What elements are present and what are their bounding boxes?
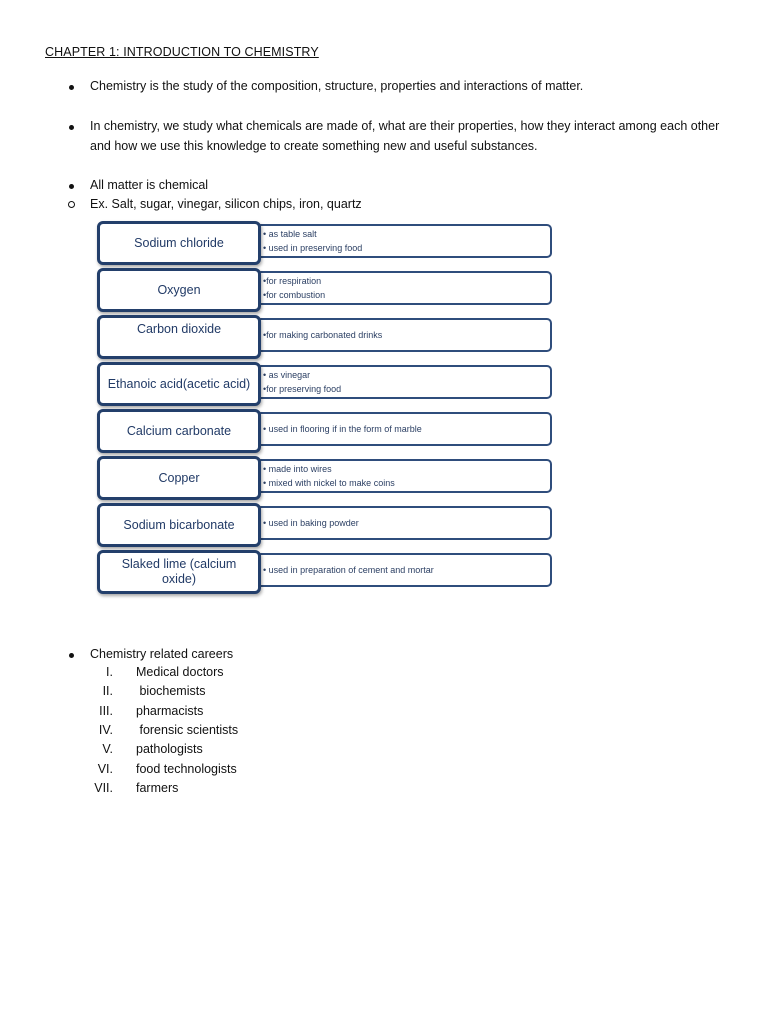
career-number: II. — [102, 684, 113, 698]
career-name: pathologists — [136, 742, 203, 756]
chemical-row — [96, 268, 566, 308]
chemical-uses-box — [256, 318, 552, 352]
use-line: • used in preserving food — [263, 243, 363, 253]
chemical-row — [96, 409, 566, 449]
use-line: • made into wires — [263, 464, 332, 474]
bullet-text: In chemistry, we study what chemicals are made of, what are their properties, how they interact among each other and how we use this knowledge to create something new and useful substances. — [90, 119, 720, 153]
chapter-title: CHAPTER 1: INTRODUCTION TO CHEMISTRY — [45, 45, 319, 59]
chemical-uses-box — [256, 365, 552, 399]
chemical-name-box: Copper — [97, 456, 261, 500]
bullet-text: Chemistry is the study of the composition, structure, properties and interactions of matter. — [90, 79, 584, 93]
chemical-row — [96, 315, 566, 355]
career-number: VII. — [94, 781, 113, 795]
use-line: • as table salt — [263, 229, 317, 239]
use-line: •for respiration — [263, 276, 322, 286]
use-line: •for combustion — [263, 290, 326, 300]
chemical-name-box: Slaked lime (calcium oxide) — [97, 550, 261, 594]
chemical-uses-box — [256, 224, 552, 258]
use-line: • mixed with nickel to make coins — [263, 478, 395, 488]
use-line: •for making carbonated drinks — [263, 330, 383, 340]
bullet-dot-icon — [66, 116, 76, 136]
chemical-name-box: Sodium bicarbonate — [97, 503, 261, 547]
career-name: pharmacists — [136, 704, 204, 718]
chemical-name-box: Sodium chloride — [97, 221, 261, 265]
chemical-name-box: Calcium carbonate — [97, 409, 261, 453]
career-name: biochemists — [136, 684, 206, 698]
career-name: farmers — [136, 781, 179, 795]
careers-heading: Chemistry related careers — [90, 647, 234, 661]
chemical-row — [96, 550, 566, 590]
chemical-name-box: Carbon dioxide — [97, 315, 261, 359]
chemical-uses-list — [96, 221, 566, 601]
chemical-row — [96, 456, 566, 496]
sub-bullet-text: Ex. Salt, sugar, vinegar, silicon chips, iron, quartz — [90, 197, 362, 211]
use-line: •for preserving food — [263, 384, 342, 394]
chemical-row — [96, 362, 566, 402]
career-number: V. — [102, 742, 113, 756]
bullet-text: All matter is chemical — [90, 178, 209, 192]
use-line: • as vinegar — [263, 370, 311, 380]
chemical-name-box: Oxygen — [97, 268, 261, 312]
bullet-dot-icon — [66, 76, 76, 96]
chemical-uses-box — [256, 506, 552, 540]
chemical-row — [96, 503, 566, 543]
career-number: I. — [106, 665, 113, 679]
bullet-dot-icon — [66, 175, 76, 195]
chemical-uses-box — [256, 412, 552, 446]
chemical-uses-box — [256, 271, 552, 305]
career-number: IV. — [98, 723, 113, 737]
chemical-uses-box — [256, 459, 552, 493]
use-line: • used in flooring if in the form of marble — [263, 424, 422, 434]
career-name: food technologists — [136, 762, 237, 776]
sub-bullet-circle-icon — [66, 194, 76, 214]
use-line: • used in baking powder — [263, 518, 359, 528]
career-name: forensic scientists — [136, 723, 239, 737]
chemical-row — [96, 221, 566, 261]
chemical-uses-box — [256, 553, 552, 587]
use-line: • used in preparation of cement and mortar — [263, 565, 434, 575]
chemical-name-box: Ethanoic acid(acetic acid) — [97, 362, 261, 406]
career-number: III. — [99, 704, 113, 718]
bullet-dot-icon — [66, 644, 76, 664]
career-number: VI. — [97, 762, 113, 776]
career-name: Medical doctors — [136, 665, 224, 679]
